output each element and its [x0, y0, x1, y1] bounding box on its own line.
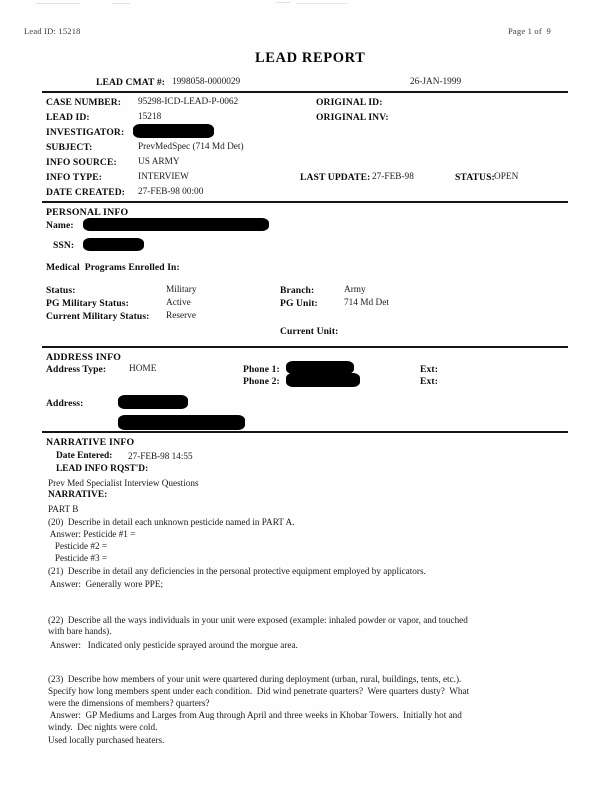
lead-id-label: LEAD ID:: [46, 112, 90, 123]
narrative-line: Specify how long members spent under each condition. Did wind penetrate quarters? Were quarters dusty? What: [48, 686, 470, 696]
name-label: Name:: [46, 220, 74, 231]
date-created-label: DATE CREATED:: [46, 187, 126, 198]
status-value: OPEN: [494, 172, 519, 182]
original-inv-label: ORIGINAL INV:: [316, 112, 389, 123]
scan-artifact: [36, 3, 80, 4]
address-type-value: HOME: [129, 364, 157, 374]
narrative-line: Answer: Pesticide #1 =: [48, 529, 136, 539]
ext2-label: Ext:: [420, 376, 438, 387]
redaction-bar-name: [83, 218, 269, 231]
date-entered-label: Date Entered:: [56, 451, 113, 461]
narrative-line: windy. Dec nights were cold.: [48, 722, 158, 732]
scan-artifact: [296, 3, 348, 4]
narrative-line: Used locally purchased heaters.: [48, 735, 165, 745]
narrative-line: (22) Describe all the ways individuals in your unit were exposed (example: inhaled powder or vapor, and touched: [48, 615, 468, 625]
date-created-value: 27-FEB-98 00:00: [138, 187, 204, 197]
pg-military-status-value: Active: [166, 298, 191, 308]
info-source-value: US ARMY: [138, 157, 180, 167]
subject-value: PrevMedSpec (714 Md Det): [138, 142, 244, 152]
last-update-value: 27-FEB-98: [372, 172, 414, 182]
lead-cmat-value: 1998058-0000029: [172, 77, 241, 87]
subject-label: SUBJECT:: [46, 142, 93, 153]
info-type-value: INTERVIEW: [138, 172, 189, 182]
lead-info-rqstd-label: LEAD INFO RQST'D:: [56, 464, 149, 474]
branch-label: Branch:: [280, 285, 315, 296]
ssn-label: SSN:: [53, 240, 75, 251]
current-unit-label: Current Unit:: [280, 326, 339, 337]
current-military-status-label: Current Military Status:: [46, 311, 150, 322]
divider-top: [42, 91, 568, 93]
narrative-line: were the dimensions of members? quarters?: [48, 698, 210, 708]
section-title-address-info: ADDRESS INFO: [46, 352, 122, 363]
section-title-narrative-info: NARRATIVE INFO: [46, 437, 135, 448]
phone2-label: Phone 2:: [243, 376, 280, 387]
redaction-bar-investigator: [133, 124, 214, 138]
status-military-value: Military: [166, 285, 197, 295]
pg-unit-label: PG Unit:: [280, 298, 318, 309]
narrative-label: NARRATIVE:: [48, 490, 108, 500]
redaction-bar-address-line2: [118, 415, 245, 430]
investigator-label: INVESTIGATOR:: [46, 127, 125, 138]
narrative-line: Pesticide #2 =: [48, 541, 108, 551]
lead-info-rqstd-value: Prev Med Specialist Interview Questions: [48, 478, 199, 488]
ext1-label: Ext:: [420, 364, 438, 375]
address-label: Address:: [46, 398, 84, 409]
page-title: LEAD REPORT: [255, 50, 366, 66]
divider-personal-info: [42, 201, 568, 203]
running-head-page-number: Page 1 of 9: [508, 26, 552, 36]
narrative-line: (23) Describe how members of your unit were quartered during deployment (urban, rural, buildings, tents, etc.).: [48, 674, 462, 684]
date-entered-value: 27-FEB-98 14:55: [128, 451, 193, 461]
pg-unit-value: 714 Md Det: [344, 298, 389, 308]
original-id-label: ORIGINAL ID:: [316, 97, 383, 108]
redaction-bar-address-line1: [118, 395, 188, 409]
scan-artifact: [112, 3, 130, 4]
phone1-label: Phone 1:: [243, 364, 280, 375]
medical-programs-label: Medical Programs Enrolled In:: [46, 262, 180, 273]
case-number-label: CASE NUMBER:: [46, 97, 122, 108]
narrative-line: (20) Describe in detail each unknown pesticide named in PART A.: [48, 517, 295, 527]
report-date: 26-JAN-1999: [410, 77, 462, 87]
section-title-personal-info: PERSONAL INFO: [46, 207, 129, 218]
narrative-line: Answer: GP Mediums and Larges from Aug through April and three weeks in Khobar Towers. Initially hot and: [48, 710, 462, 720]
last-update-label: LAST UPDATE:: [300, 172, 371, 183]
running-head-lead-id: Lead ID: 15218: [24, 26, 81, 36]
lead-cmat-label: LEAD CMAT #:: [96, 77, 166, 88]
narrative-part-label: PART B: [48, 504, 79, 514]
narrative-line: (21) Describe in detail any deficiencies in the personal protective equipment employed by applicators.: [48, 566, 426, 576]
status-label: STATUS:: [455, 172, 495, 183]
branch-value: Army: [344, 285, 366, 295]
divider-address-info: [42, 346, 568, 348]
divider-narrative-info: [42, 431, 568, 433]
narrative-line: Pesticide #3 =: [48, 553, 108, 563]
narrative-line: Answer: Generally wore PPE;: [48, 579, 164, 589]
redaction-bar-phone2: [286, 373, 360, 387]
narrative-line: Answer: Indicated only pesticide sprayed around the morgue area.: [48, 640, 298, 650]
info-source-label: INFO SOURCE:: [46, 157, 117, 168]
redaction-bar-ssn: [83, 238, 144, 251]
status-military-label: Status:: [46, 285, 76, 296]
pg-military-status-label: PG Military Status:: [46, 298, 129, 309]
scan-artifact: [276, 2, 290, 3]
current-military-status-value: Reserve: [166, 311, 196, 321]
lead-id-value: 15218: [138, 112, 162, 122]
case-number-value: 95298-ICD-LEAD-P-0062: [138, 97, 239, 107]
address-type-label: Address Type:: [46, 364, 107, 375]
info-type-label: INFO TYPE:: [46, 172, 102, 183]
narrative-line: with bare hands).: [48, 626, 112, 636]
